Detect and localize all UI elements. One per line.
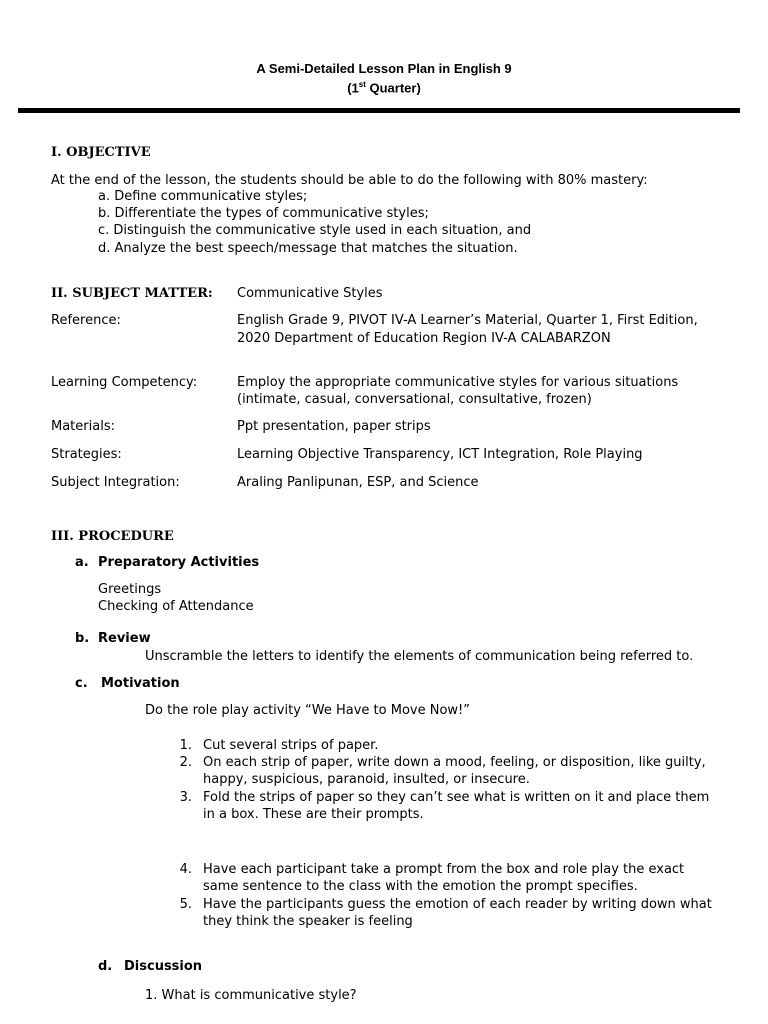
step-number: 5. <box>179 897 192 912</box>
step-text: Have the participants guess the emotion of each reader by writing down what <box>203 897 712 912</box>
step-number: 3. <box>179 790 192 805</box>
motivation-letter: c. <box>75 676 88 691</box>
procedure-heading: III. PROCEDURE <box>51 529 174 544</box>
objective-item: c. Distinguish the communicative style used in each situation, and <box>98 223 532 238</box>
review-text: Unscramble the letters to identify the elements of communication being referred to. <box>145 649 694 664</box>
step-text-cont: they think the speaker is feeling <box>203 914 413 929</box>
preparatory-item: Checking of Attendance <box>98 599 254 614</box>
discussion-letter: d. <box>98 959 113 974</box>
materials-label: Materials: <box>51 419 115 434</box>
step-text: Fold the strips of paper so they can’t see what is written on it and place them <box>203 790 710 805</box>
motivation-title: Motivation <box>101 676 180 691</box>
objective-item: b. Differentiate the types of communicative styles; <box>98 206 429 221</box>
strategies-text: Learning Objective Transparency, ICT Integration, Role Playing <box>237 447 643 462</box>
competency-text-cont: (intimate, casual, conversational, consultative, frozen) <box>237 392 592 407</box>
competency-text: Employ the appropriate communicative styles for various situations <box>237 375 679 390</box>
discussion-item: 1. What is communicative style? <box>145 988 357 1003</box>
quarter-subtitle <box>0 76 768 96</box>
document-title: A Semi-Detailed Lesson Plan in English 9 <box>256 61 512 76</box>
quarter-open: (1 <box>347 80 359 96</box>
materials-text: Ppt presentation, paper strips <box>237 419 431 434</box>
integration-label: Subject Integration: <box>51 475 180 490</box>
subject-topic: Communicative Styles <box>237 286 383 301</box>
reference-text: English Grade 9, PIVOT IV-A Learner’s Material, Quarter 1, First Edition, <box>237 313 698 328</box>
competency-label: Learning Competency: <box>51 375 198 390</box>
strategies-label: Strategies: <box>51 447 122 462</box>
step-text-cont: in a box. These are their prompts. <box>203 807 424 822</box>
review-title: Review <box>98 631 151 646</box>
quarter-close: Quarter) <box>365 80 421 96</box>
objective-heading: I. OBJECTIVE <box>51 145 151 160</box>
reference-label: Reference: <box>51 313 121 328</box>
reference-text-cont: 2020 Department of Education Region IV-A CALABARZON <box>237 331 611 346</box>
integration-text: Araling Panlipunan, ESP, and Science <box>237 475 479 490</box>
quarter-superscript: st <box>358 80 366 89</box>
preparatory-letter: a. <box>75 555 89 570</box>
motivation-text: Do the role play activity “We Have to Move Now!” <box>145 703 470 718</box>
step-number: 1. <box>179 738 192 753</box>
step-text: Cut several strips of paper. <box>203 738 379 753</box>
preparatory-item: Greetings <box>98 582 162 597</box>
step-text: On each strip of paper, write down a mood, feeling, or disposition, like guilty, <box>203 755 706 770</box>
step-text-cont: happy, suspicious, paranoid, insulted, or insecure. <box>203 772 530 787</box>
objective-intro: At the end of the lesson, the students should be able to do the following with 80% mastery: <box>51 173 648 188</box>
review-letter: b. <box>75 631 90 646</box>
step-text: Have each participant take a prompt from the box and role play the exact <box>203 862 685 877</box>
objective-item: d. Analyze the best speech/message that matches the situation. <box>98 241 518 256</box>
step-number: 4. <box>179 862 192 877</box>
preparatory-title: Preparatory Activities <box>98 555 260 570</box>
header-divider <box>18 108 740 113</box>
step-text-cont: same sentence to the class with the emotion the prompt specifies. <box>203 879 638 894</box>
subject-matter-heading: II. SUBJECT MATTER: <box>51 286 213 301</box>
step-number: 2. <box>179 755 192 770</box>
discussion-title: Discussion <box>124 959 203 974</box>
objective-item: a. Define communicative styles; <box>98 189 308 204</box>
